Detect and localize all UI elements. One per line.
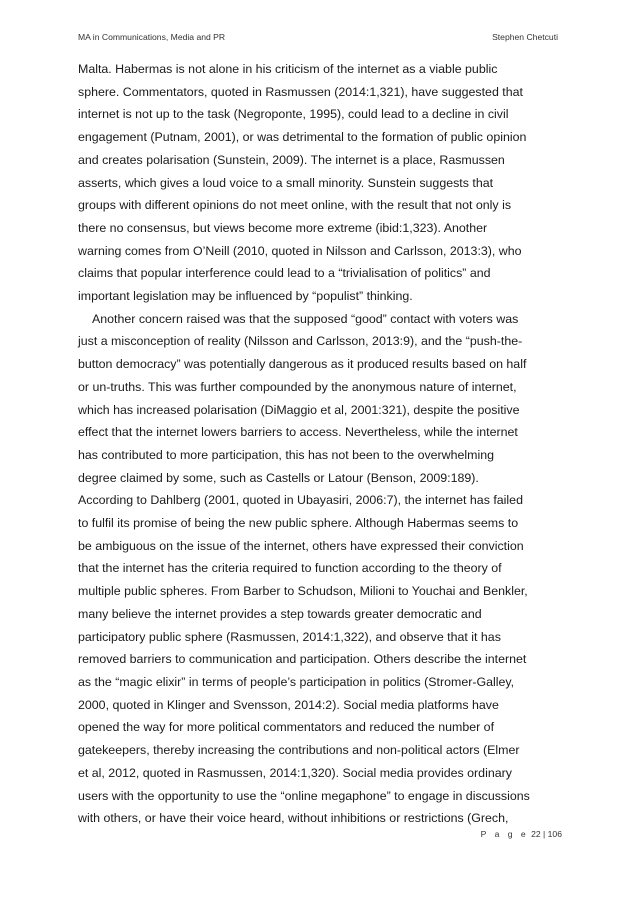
page-header	[78, 32, 558, 46]
text-line: warning comes from O’Neill (2010, quoted in Nilsson and Carlsson, 2013:3), who	[78, 243, 522, 258]
header-course-title: MA in Communications, Media and PR	[78, 32, 226, 42]
text-line: effect that the internet lowers barriers to access. Nevertheless, while the internet	[78, 425, 518, 440]
text-line: important legislation may be influenced by “populist” thinking.	[78, 289, 413, 304]
text-line: as the “magic elixir” in terms of people’s participation in politics (Stromer-Galley,	[78, 674, 515, 689]
text-line: be ambiguous on the issue of the internet, others have expressed their conviction	[78, 538, 524, 553]
text-line: engagement (Putnam, 2001), or was detrimental to the formation of public opinion	[78, 130, 527, 145]
text-line: users with the opportunity to use the “online megaphone” to engage in discussions	[78, 788, 530, 803]
text-line: which has increased polarisation (DiMaggio et al, 2001:321), despite the positive	[78, 402, 520, 417]
paragraph-1	[78, 58, 562, 308]
header-author-name: Stephen Chetcuti	[492, 32, 558, 42]
page-separator: |	[543, 829, 546, 839]
text-line: Malta. Habermas is not alone in his criticism of the internet as a viable public	[78, 62, 498, 76]
text-line: 2000, quoted in Klinger and Svensson, 2014:2). Social media platforms have	[78, 697, 499, 712]
text-line: et al, 2012, quoted in Rasmussen, 2014:1,320). Social media provides ordinary	[78, 765, 512, 780]
text-line: there no consensus, but views become more extreme (ibid:1,323). Another	[78, 220, 488, 235]
text-line: with others, or have their voice heard, without inhibitions or restrictions (Grech,	[78, 811, 509, 826]
paragraph-2	[78, 308, 562, 830]
text-line: opened the way for more political commentators and reduced the number of	[78, 720, 495, 735]
page-number: 22	[531, 829, 541, 839]
text-line: degree claimed by some, such as Castells or Latour (Benson, 2009:189).	[78, 470, 479, 485]
text-line: that the internet has the criteria required to function according to the theory of	[78, 561, 502, 576]
total-pages: 106	[547, 829, 562, 839]
text-line: asserts, which gives a loud voice to a small minority. Sunstein suggests that	[78, 175, 494, 190]
text-line: just a misconception of reality (Nilsson and Carlsson, 2013:9), and the “push-the-	[78, 334, 523, 349]
page-footer	[481, 829, 562, 839]
text-line: to fulfil its promise of being the new public sphere. Although Habermas seems to	[78, 516, 519, 531]
text-line: gatekeepers, thereby increasing the contributions and non-political actors (Elmer	[78, 743, 520, 758]
text-line: participatory public sphere (Rasmussen, 2014:1,322), and observe that it has	[78, 629, 501, 644]
text-line: button democracy” was potentially dangerous as it produced results based on half	[78, 357, 527, 372]
text-line: Another concern raised was that the supposed “good” contact with voters was	[92, 311, 519, 326]
text-line: claims that popular interference could lead to a “trivialisation of politics” and	[78, 266, 491, 281]
text-line: has contributed to more participation, this has not been to the overwhelming	[78, 447, 495, 462]
page-word: P a g e	[480, 829, 529, 839]
text-line: or un-truths. This was further compounded by the anonymous nature of internet,	[78, 379, 517, 394]
text-line: groups with different opinions do not meet online, with the result that not only is	[78, 198, 512, 213]
text-line: multiple public spheres. From Barber to Schudson, Milioni to Youchai and Benkler,	[78, 584, 528, 599]
text-line: removed barriers to communication and participation. Others describe the internet	[78, 652, 527, 667]
text-line: sphere. Commentators, quoted in Rasmussen (2014:1,321), have suggested that	[78, 84, 523, 99]
text-line: According to Dahlberg (2001, quoted in Ubayasiri, 2006:7), the internet has failed	[78, 493, 523, 508]
text-line: internet is not up to the task (Negroponte, 1995), could lead to a decline in civil	[78, 107, 509, 122]
body-text	[78, 58, 562, 830]
text-line: many believe the internet provides a step towards greater democratic and	[78, 606, 482, 621]
text-line: and creates polarisation (Sunstein, 2009). The internet is a place, Rasmussen	[78, 152, 505, 167]
